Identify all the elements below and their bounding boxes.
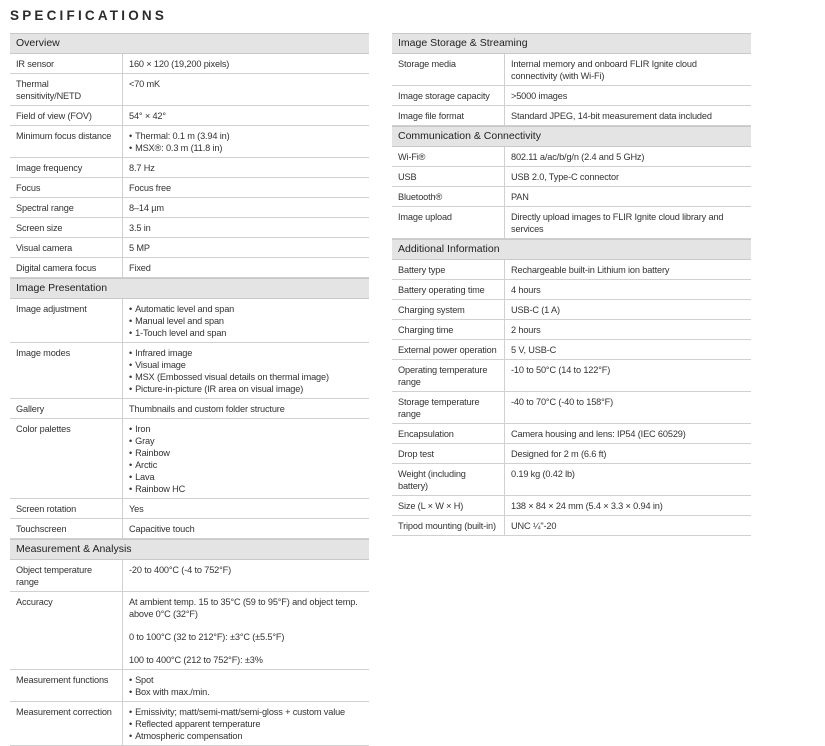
section-heading-communication-connectivity: Communication & Connectivity — [392, 126, 751, 147]
spec-value — [123, 198, 370, 218]
spec-table-measurement-analysis — [10, 560, 369, 746]
spec-label: Operating temperature range — [392, 360, 505, 392]
spec-bullet-item: • Rainbow — [129, 447, 363, 459]
spec-table-image-storage-streaming — [392, 54, 751, 126]
spec-row — [392, 300, 751, 320]
spec-value — [505, 106, 752, 126]
spec-table-overview — [10, 54, 369, 278]
page-title: SPECIFICATIONS — [10, 8, 168, 23]
spec-bullet-item: • Spot — [129, 674, 363, 686]
spec-value-text: 4 hours — [511, 285, 541, 295]
spec-value — [505, 392, 752, 424]
spec-label: Visual camera — [10, 238, 123, 258]
spec-row — [10, 106, 369, 126]
spec-value — [505, 360, 752, 392]
spec-bullet-item: • MSX (Embossed visual details on thermal image) — [129, 371, 363, 383]
spec-label: Touchscreen — [10, 519, 123, 539]
spec-value-text: 8–14 µm — [129, 203, 164, 213]
spec-value-text: 3.5 in — [129, 223, 151, 233]
spec-value-text: Focus free — [129, 183, 171, 193]
spec-value — [123, 258, 370, 278]
spec-value — [505, 86, 752, 106]
spec-value-text: 802.11 a/ac/b/g/n (2.4 and 5 GHz) — [511, 152, 645, 162]
spec-label: Image file format — [392, 106, 505, 126]
spec-label: Measurement functions — [10, 670, 123, 702]
spec-value — [123, 218, 370, 238]
spec-label: Digital camera focus — [10, 258, 123, 278]
spec-label: Wi-Fi® — [392, 147, 505, 167]
spec-bullet-item: • Emissivity; matt/semi-matt/semi-gloss + custom value — [129, 706, 363, 718]
spec-value — [123, 592, 370, 670]
spec-label: Image storage capacity — [392, 86, 505, 106]
spec-value-text: 5 V, USB-C — [511, 345, 557, 355]
spec-row — [392, 340, 751, 360]
spec-row — [10, 258, 369, 278]
spec-value — [123, 519, 370, 539]
spec-value — [505, 147, 752, 167]
spec-value — [505, 496, 752, 516]
spec-row — [10, 198, 369, 218]
spec-table-communication-connectivity — [392, 147, 751, 239]
spec-value-text: USB 2.0, Type-C connector — [511, 172, 619, 182]
spec-value-text: 138 × 84 × 24 mm (5.4 × 3.3 × 0.94 in) — [511, 501, 663, 511]
spec-label: Tripod mounting (built-in) — [392, 516, 505, 536]
spec-value — [505, 320, 752, 340]
spec-bullet-item: • Rainbow HC — [129, 483, 363, 495]
spec-label: Thermal sensitivity/NETD — [10, 74, 123, 106]
spec-value-text: Fixed — [129, 263, 151, 273]
spec-value — [505, 340, 752, 360]
spec-row — [10, 670, 369, 702]
spec-row — [392, 54, 751, 86]
spec-value — [123, 702, 370, 746]
spec-value — [123, 670, 370, 702]
spec-value — [505, 54, 752, 86]
spec-row — [10, 74, 369, 106]
spec-value-text: Directly upload images to FLIR Ignite cloud library and services — [511, 212, 724, 234]
spec-label: Measurement correction — [10, 702, 123, 746]
section-heading-image-storage-streaming: Image Storage & Streaming — [392, 33, 751, 54]
section-heading-overview: Overview — [10, 33, 369, 54]
spec-row — [10, 519, 369, 539]
spec-value — [123, 343, 370, 399]
spec-value-text: Camera housing and lens: IP54 (IEC 60529) — [511, 429, 686, 439]
spec-bullet-item: • Gray — [129, 435, 363, 447]
spec-bullet-item: • Manual level and span — [129, 315, 363, 327]
spec-row — [392, 516, 751, 536]
spec-value-text: 54° × 42° — [129, 111, 166, 121]
spec-row — [392, 187, 751, 207]
spec-label: Image upload — [392, 207, 505, 239]
section-heading-image-presentation: Image Presentation — [10, 278, 369, 299]
spec-row — [10, 499, 369, 519]
spec-value-text: -40 to 70°C (-40 to 158°F) — [511, 397, 614, 407]
spec-value — [505, 260, 752, 280]
spec-bullet-item: • Arctic — [129, 459, 363, 471]
spec-row — [10, 126, 369, 158]
spec-bullet-item: • 1-Touch level and span — [129, 327, 363, 339]
spec-label: Charging system — [392, 300, 505, 320]
spec-label: Spectral range — [10, 198, 123, 218]
spec-value — [505, 300, 752, 320]
spec-value — [123, 560, 370, 592]
spec-value-text: UNC ¼"-20 — [511, 521, 557, 531]
spec-label: Color palettes — [10, 419, 123, 499]
spec-label: Screen size — [10, 218, 123, 238]
spec-label: Field of view (FOV) — [10, 106, 123, 126]
spec-bullet-item: • Reflected apparent temperature — [129, 718, 363, 730]
spec-row — [10, 299, 369, 343]
spec-value-text: 0.19 kg (0.42 lb) — [511, 469, 575, 479]
spec-value-text: Internal memory and onboard FLIR Ignite cloud connectivity (with Wi-Fi) — [511, 59, 697, 81]
spec-value — [123, 158, 370, 178]
spec-row — [392, 424, 751, 444]
spec-label: Object temperature range — [10, 560, 123, 592]
spec-value — [505, 444, 752, 464]
spec-value-text: USB-C (1 A) — [511, 305, 560, 315]
spec-value-text: >5000 images — [511, 91, 568, 101]
spec-row — [10, 343, 369, 399]
spec-row — [392, 167, 751, 187]
spec-row — [10, 560, 369, 592]
spec-row — [392, 320, 751, 340]
spec-label: Focus — [10, 178, 123, 198]
spec-row — [392, 207, 751, 239]
spec-bullet-item: • Thermal: 0.1 m (3.94 in) — [129, 130, 363, 142]
spec-row — [392, 86, 751, 106]
spec-label: Bluetooth® — [392, 187, 505, 207]
spec-row — [392, 392, 751, 424]
spec-value — [123, 499, 370, 519]
spec-table-image-presentation — [10, 299, 369, 539]
spec-bullet-item: • Visual image — [129, 359, 363, 371]
spec-value — [123, 419, 370, 499]
spec-value — [505, 464, 752, 496]
spec-value-paragraph: At ambient temp. 15 to 35°C (59 to 95°F) and object temp. above 0°C (32°F) — [129, 597, 358, 619]
spec-value-text: Standard JPEG, 14-bit measurement data included — [511, 111, 712, 121]
spec-value — [505, 187, 752, 207]
spec-label: Image adjustment — [10, 299, 123, 343]
spec-row — [10, 158, 369, 178]
spec-row — [10, 178, 369, 198]
spec-label: Screen rotation — [10, 499, 123, 519]
spec-table-additional-information — [392, 260, 751, 536]
spec-label: USB — [392, 167, 505, 187]
spec-row — [392, 496, 751, 516]
spec-label: Gallery — [10, 399, 123, 419]
spec-row — [10, 419, 369, 499]
spec-label: Storage media — [392, 54, 505, 86]
spec-value-text: -20 to 400°C (-4 to 752°F) — [129, 565, 232, 575]
spec-bullet-item: • Automatic level and span — [129, 303, 363, 315]
spec-row — [392, 280, 751, 300]
spec-label: Encapsulation — [392, 424, 505, 444]
spec-bullet-item: • Atmospheric compensation — [129, 730, 363, 742]
spec-bullet-item: • Iron — [129, 423, 363, 435]
section-heading-additional-information: Additional Information — [392, 239, 751, 260]
spec-value — [505, 516, 752, 536]
spec-row — [10, 399, 369, 419]
spec-bullet-item: • Infrared image — [129, 347, 363, 359]
spec-value — [123, 126, 370, 158]
spec-label: Battery type — [392, 260, 505, 280]
spec-label: Battery operating time — [392, 280, 505, 300]
spec-value-text: Rechargeable built-in Lithium ion battery — [511, 265, 670, 275]
spec-row — [10, 592, 369, 670]
spec-label: Accuracy — [10, 592, 123, 670]
spec-value-text: 160 × 120 (19,200 pixels) — [129, 59, 230, 69]
spec-label: Image frequency — [10, 158, 123, 178]
spec-row — [392, 444, 751, 464]
spec-row — [392, 360, 751, 392]
spec-value — [123, 74, 370, 106]
spec-value — [123, 399, 370, 419]
spec-row — [10, 54, 369, 74]
spec-row — [392, 260, 751, 280]
spec-label: External power operation — [392, 340, 505, 360]
section-heading-measurement-analysis: Measurement & Analysis — [10, 539, 369, 560]
spec-label: IR sensor — [10, 54, 123, 74]
spec-value-text: <70 mK — [129, 79, 161, 89]
spec-value — [123, 54, 370, 74]
spec-value — [123, 178, 370, 198]
spec-row — [392, 147, 751, 167]
spec-row — [10, 702, 369, 746]
spec-bullet-item: • Picture-in-picture (IR area on visual image) — [129, 383, 363, 395]
spec-value — [505, 167, 752, 187]
spec-label: Charging time — [392, 320, 505, 340]
spec-value-text: 2 hours — [511, 325, 541, 335]
spec-value — [505, 207, 752, 239]
spec-column-left — [10, 33, 369, 746]
spec-bullet-item: • Box with max./min. — [129, 686, 363, 698]
spec-label: Weight (including battery) — [392, 464, 505, 496]
spec-bullet-item: • MSX®: 0.3 m (11.8 in) — [129, 142, 363, 154]
spec-value-text: Designed for 2 m (6.6 ft) — [511, 449, 607, 459]
spec-label: Drop test — [392, 444, 505, 464]
spec-value — [505, 280, 752, 300]
spec-row — [10, 218, 369, 238]
spec-value — [123, 238, 370, 258]
spec-label: Minimum focus distance — [10, 126, 123, 158]
spec-value — [123, 299, 370, 343]
spec-row — [10, 238, 369, 258]
spec-value — [123, 106, 370, 126]
spec-bullet-item: • Lava — [129, 471, 363, 483]
spec-value-text: -10 to 50°C (14 to 122°F) — [511, 365, 611, 375]
spec-value-text: Thumbnails and custom folder structure — [129, 404, 285, 414]
spec-value-text: Capacitive touch — [129, 524, 195, 534]
spec-value-text: 5 MP — [129, 243, 150, 253]
spec-label: Storage temperature range — [392, 392, 505, 424]
spec-value-text: PAN — [511, 192, 529, 202]
spec-value-text: Yes — [129, 504, 144, 514]
spec-row — [392, 464, 751, 496]
spec-value-text: 8.7 Hz — [129, 163, 155, 173]
spec-value-paragraph: 100 to 400°C (212 to 752°F): ±3% — [129, 655, 263, 665]
spec-label: Size (L × W × H) — [392, 496, 505, 516]
spec-row — [392, 106, 751, 126]
spec-value-paragraph: 0 to 100°C (32 to 212°F): ±3°C (±5.5°F) — [129, 632, 285, 642]
spec-label: Image modes — [10, 343, 123, 399]
spec-value — [505, 424, 752, 444]
spec-column-right — [392, 33, 751, 536]
